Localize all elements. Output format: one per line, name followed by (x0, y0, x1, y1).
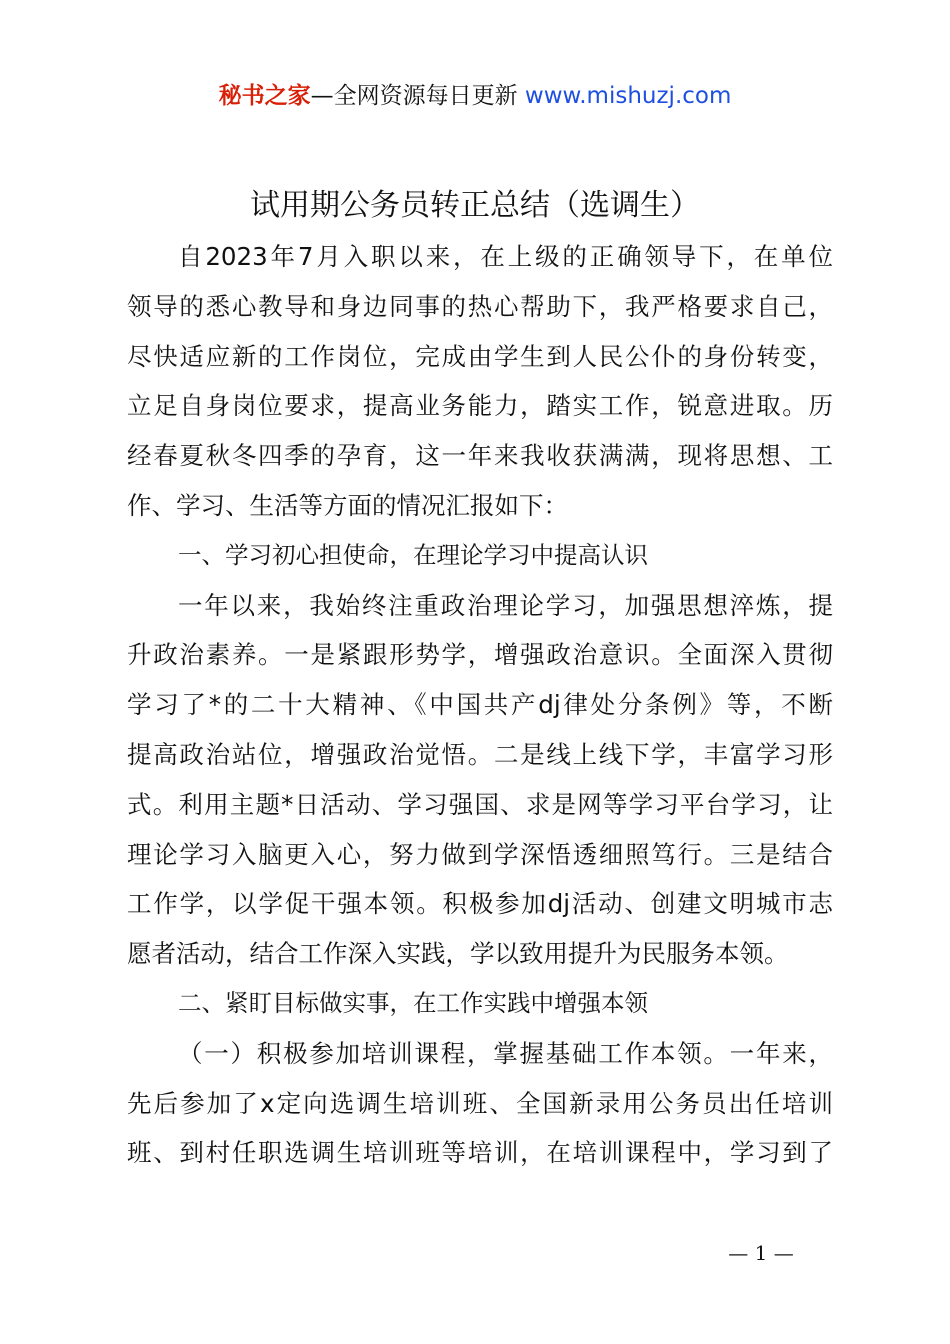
body-line: 自2023年7月入职以来，在上级的正确领导下，在单位 (178, 242, 833, 271)
body-line: 作、学习、生活等方面的情况汇报如下： (127, 490, 568, 520)
body-line: 先后参加了x定向选调生培训班、全国新录用公务员出任培训 (127, 1088, 833, 1118)
body-line: 班、到村任职选调生培训班等培训，在培训课程中，学习到了 (127, 1138, 833, 1168)
body-line: 学习了*的二十大精神、《中国共产dj律处分条例》等，不断 (127, 690, 833, 720)
body-line: 经春夏秋冬四季的孕育，这一年来我收获满满，现将思想、工 (127, 441, 833, 471)
section-heading: 二、紧盯目标做实事，在工作实践中增强本领 (178, 988, 648, 1017)
site-header (0, 80, 950, 112)
brand-name: 秘书之家 (218, 83, 311, 109)
body-line: （一）积极参加培训课程，掌握基础工作本领。一年来， (178, 1038, 833, 1068)
body-line: 提高政治站位，增强政治觉悟。二是线上线下学，丰富学习形 (127, 739, 833, 769)
site-url-link[interactable]: www.mishuzj.com (524, 83, 732, 109)
header-tagline: —全网资源每日更新 (310, 83, 518, 109)
document-title: 试用期公务员转正总结（选调生） (250, 188, 700, 223)
body-line: 尽快适应新的工作岗位，完成由学生到人民公仆的身份转变， (127, 341, 833, 371)
section-heading: 一、学习初心担使命，在理论学习中提高认识 (178, 540, 648, 569)
body-line: 升政治素养。一是紧跟形势学，增强政治意识。全面深入贯彻 (127, 640, 833, 670)
body-line: 理论学习入脑更入心，努力做到学深悟透细照笃行。三是结合 (127, 839, 833, 869)
body-line: 工作学，以学促干强本领。积极参加dj活动、创建文明城市志 (127, 889, 833, 919)
body-line: 领导的悉心教导和身边同事的热心帮助下，我严格要求自己， (127, 291, 833, 321)
document-body (127, 232, 833, 1178)
page-number: — 1 — (728, 1241, 794, 1265)
body-line: 式。利用主题*日活动、学习强国、求是网等学习平台学习，让 (127, 789, 833, 819)
body-line: 愿者活动，结合工作深入实践，学以致用提升为民服务本领。 (127, 939, 789, 969)
body-line: 一年以来，我始终注重政治理论学习，加强思想淬炼，提 (178, 590, 833, 620)
body-line: 立足自身岗位要求，提高业务能力，踏实工作，锐意进取。历 (127, 391, 833, 421)
